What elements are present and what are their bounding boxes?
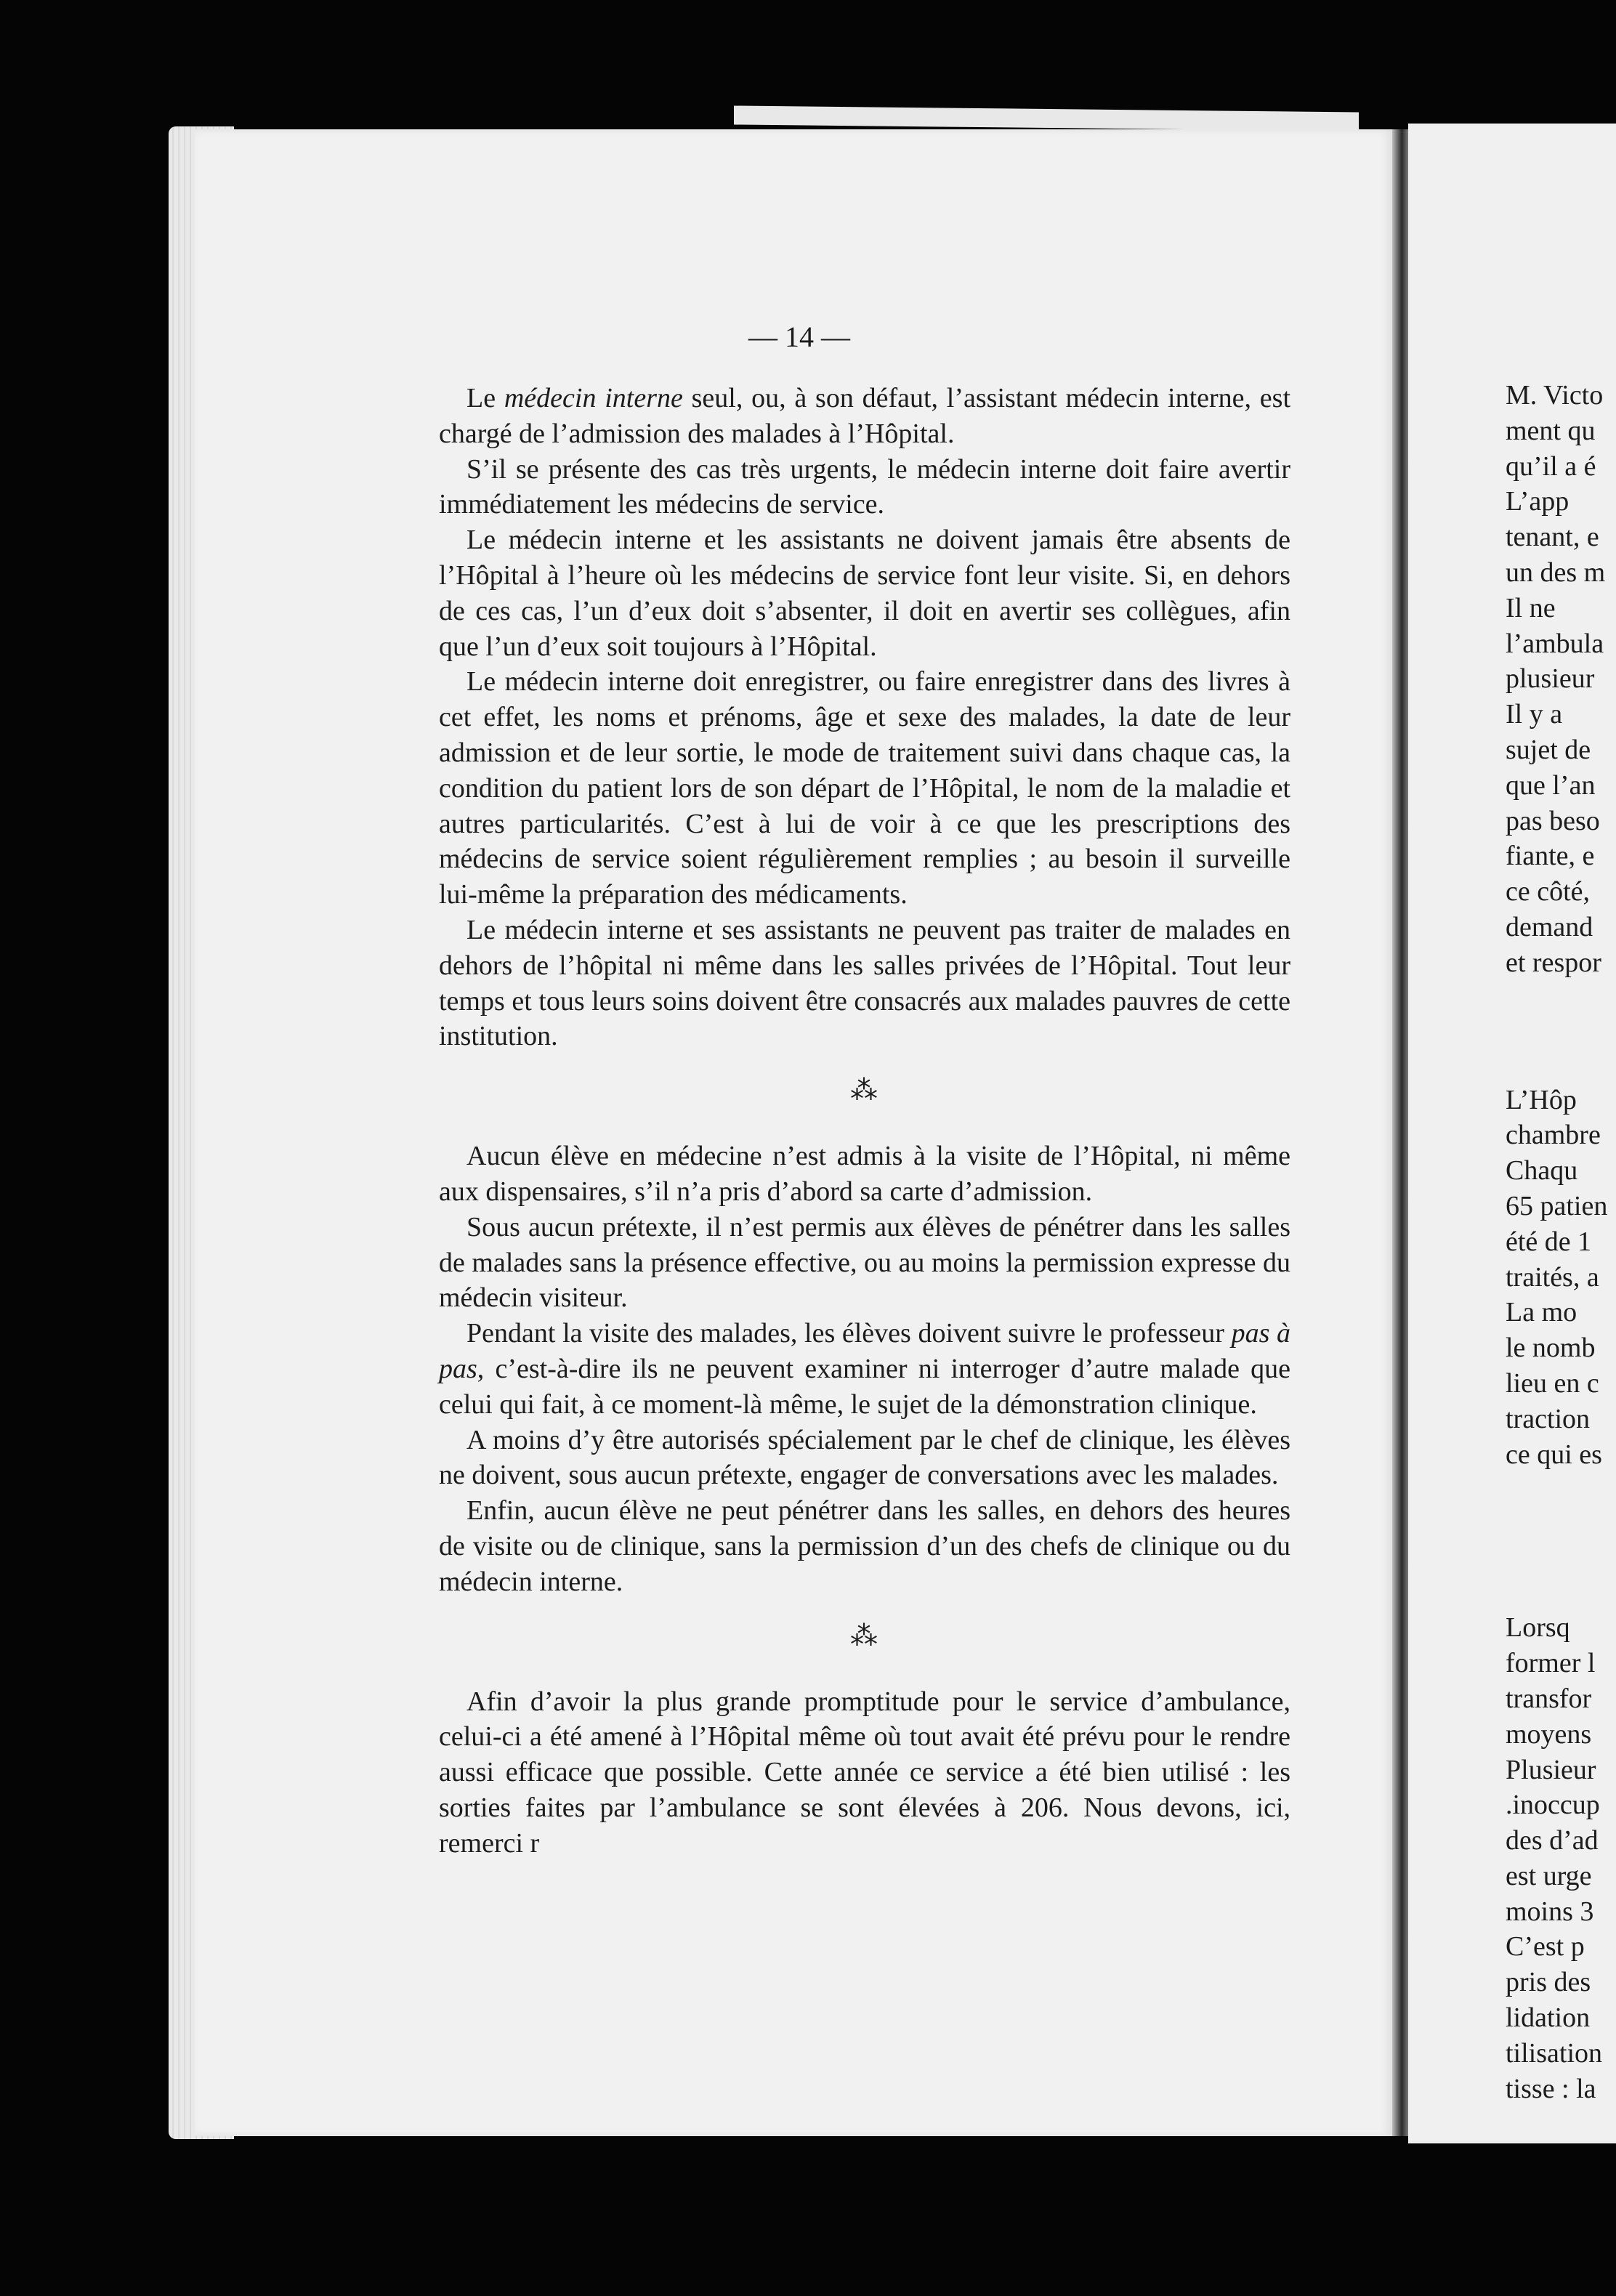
text-run: , c’est-à-dire ils ne peuvent examiner ni interroger d’autre malade que celui qui fait, à ce moment-là même, le sujet de la démonstration clinique. [439,1353,1290,1420]
facing-page-line: transfor [1506,1683,1592,1714]
facing-page-line: L’Hôp [1506,1084,1577,1115]
page-number: — 14 — [748,320,850,353]
facing-page-line: pris des [1506,1967,1591,1998]
facing-page-line: été de 1 [1506,1226,1592,1257]
paragraph: Le médecin interne et les assistants ne doivent jamais être absents de l’Hôpital à l’heure où les médecins de service font leur visite. Si, en dehors de ces cas, l’un d’eux doit s’absenter, il doit en avertir ses collègues, afin que l’un d’eux soit toujours à l’Hôpital. [439,525,1290,662]
facing-page-line: demand [1506,911,1593,942]
facing-page-line: ce qui es [1506,1439,1602,1470]
text-run: seul, ou, à son défaut, l’assistant médecin interne, est chargé de l’admission des malades à l’Hôpital. [439,383,1291,449]
facing-page-line: l’ambula [1506,628,1604,659]
facing-page-line: un des m [1506,557,1606,588]
paragraph: Aucun élève en médecine n’est admis à la visite de l’Hôpital, ni même aux dispensaires, s’il n’a pris d’abord sa carte d’admission. [439,1141,1290,1207]
facing-page-line: lieu en c [1506,1367,1599,1399]
facing-page-line: que l’an [1506,769,1596,801]
text-run: Pendant la visite des malades, les élèves doivent suivre le professeur [466,1318,1232,1349]
facing-page-line: tenant, e [1506,522,1599,553]
facing-page-line: C’est p [1506,1931,1585,1962]
paragraph: Afin d’avoir la plus grande promptitude pour le service d’ambulance, celui-ci a été amené à l’Hôpital même où tout avait été prévu pour le rendre aussi efficace que possible. Cette année ce service a été bien utilisé : les sorties faites par l’ambulance se sont élevées à 206. Nous devons, ici, remerci r [439,1686,1290,1859]
section-separator: ⁂ [850,1620,879,1652]
facing-page-line: plusieur [1506,663,1595,695]
facing-page-line: moins 3 [1506,1896,1594,1927]
facing-page-line: des d’ad [1506,1825,1599,1856]
facing-page-line: Plusieur [1506,1754,1596,1785]
facing-page-line: qu’il a é [1506,450,1596,482]
facing-page-line: ment qu [1506,415,1596,446]
facing-page-line: former l [1506,1648,1596,1679]
page-body-text [439,381,1290,1861]
section-separator: ⁂ [850,1075,879,1107]
facing-page-line: pas beso [1506,805,1600,836]
facing-page-line: Il y a [1506,699,1563,730]
text-run: Le [466,383,504,413]
facing-page-line: traités, a [1506,1261,1599,1293]
paragraph: Sous aucun prétexte, il n’est permis aux élèves de pénétrer dans les salles de malades sans la présence effective, ou au moins la permission expresse du médecin visiteur. [439,1211,1290,1314]
facing-page-line: La mo [1506,1297,1577,1328]
facing-page-line: le nomb [1506,1333,1596,1364]
facing-page-line: est urge [1506,1860,1592,1891]
facing-page-line [1506,981,1607,1083]
facing-page-line: .inoccup [1506,1790,1600,1821]
facing-page-line: ce côté, [1506,876,1591,908]
paragraph: Le médecin interne et ses assistants ne peuvent pas traiter de malades en dehors de l’hôpital ni même dans les salles privées de l’Hôpital. Tout leur temps et tous leurs soins doivent être consacrés aux malades pauvres de cette institution. [439,914,1290,1052]
facing-page-line: Lorsq [1506,1612,1570,1644]
paragraph: Le médecin interne doit enregistrer, ou faire enregistrer dans des livres à cet effet, les noms et prénoms, âge et sexe des malades, la date de leur admission et de leur sortie, le mode de traitement suivi dans chaque cas, la condition du patient lors de son départ de l’Hôpital, le nom de la maladie et autres particularités. C’est à lui de voir à ce que les prescriptions des médecins de service soient régulièrement remplies ; au besoin il surveille lui-même la préparation des médicaments. [439,666,1290,910]
facing-page-line: Il ne [1506,592,1556,623]
facing-page-line: moyens [1506,1718,1592,1750]
paragraph: S’il se présente des cas très urgents, le médecin interne doit faire avertir immédiatement les médecins de service. [439,453,1290,520]
facing-page-line [1506,1472,1607,1610]
facing-page-line: chambre [1506,1120,1601,1151]
facing-page-line: sujet de [1506,734,1591,765]
facing-page-line: tilisation [1506,2037,1602,2069]
book-gutter [1392,129,1408,2136]
italic-phrase: médecin interne [504,383,683,413]
facing-page-line: fiante, e [1506,841,1595,872]
facing-page-text-fragments [1506,378,1607,2106]
paragraph [439,381,1290,452]
facing-page-line: M. Victo [1506,380,1604,411]
paragraph: Enfin, aucun élève ne peut pénétrer dans les salles, en dehors des heures de visite ou de clinique, sans la permission d’un des chefs de clinique ou du médecin interne. [439,1495,1290,1597]
page-top-edge [734,105,1359,131]
facing-page-line: traction [1506,1403,1591,1434]
facing-page-line: lidation [1506,2002,1591,2034]
facing-page-line: L’app [1506,486,1569,517]
italic-phrase: pas à pas [439,1318,1291,1384]
facing-page-line: Chaqu [1506,1155,1578,1187]
paragraph: A moins d’y être autorisés spécialement par le chef de clinique, les élèves ne doivent, sous aucun prétexte, engager de conversations avec les malades. [439,1424,1290,1491]
paragraph [439,1316,1290,1422]
facing-page-line: et respor [1506,947,1601,978]
facing-page-line: tisse : la [1506,2073,1596,2104]
facing-page-line: 65 patien [1506,1190,1608,1221]
